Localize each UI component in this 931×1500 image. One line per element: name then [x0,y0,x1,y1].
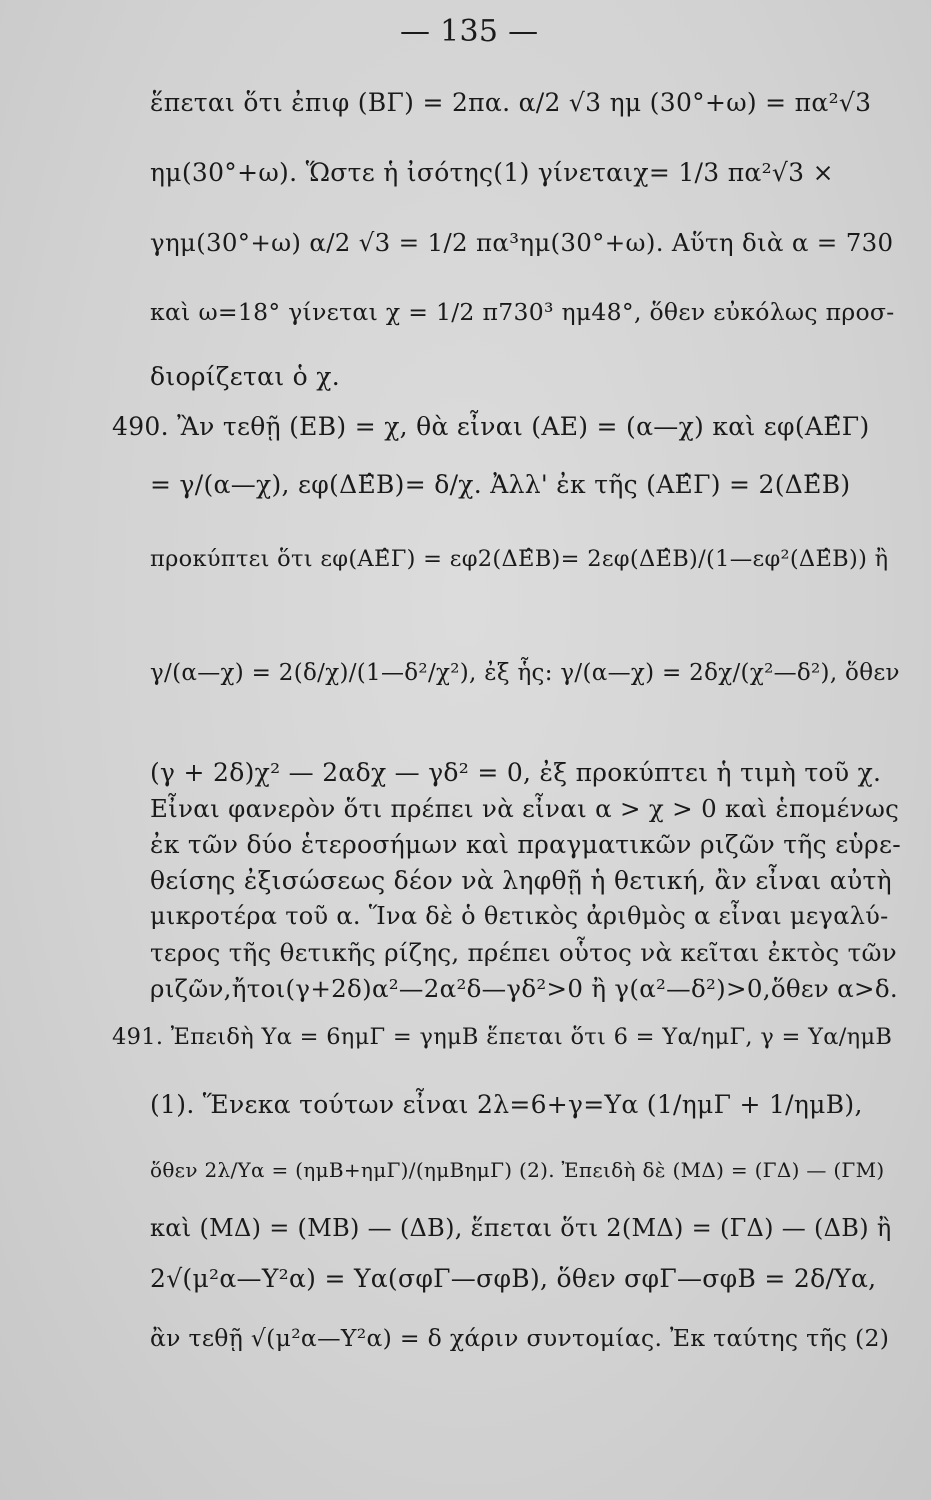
text-line-18: (1). Ἕνεκα τούτων εἶναι 2λ=6+γ=Υα (1/ημΓ + 1/ημΒ), [150,1090,863,1119]
text-line-19: ὅθεν 2λ/Υα = (ημΒ+ημΓ)/(ημΒημΓ) (2). Ἐπειδὴ δὲ (ΜΔ) = (ΓΔ) — (ΓΜ) [150,1158,885,1182]
text-line-17: 491. Ἐπειδὴ Υα = 6ημΓ = γημΒ ἕπεται ὅτι 6 = Υα/ημΓ, γ = Υα/ημΒ [112,1024,893,1050]
text-line-10: (γ + 2δ)χ² — 2αδχ — γδ² = 0, ἐξ προκύπτει ἡ τιμὴ τοῦ χ. [150,758,882,787]
page-number: — 135 — [400,14,539,49]
text-line-3: γημ(30°+ω) α/2 √3 = 1/2 πα³ημ(30°+ω). Αὕτη διὰ α = 730 [150,228,894,257]
text-line-22: ἂν τεθῇ √(μ²α—Υ²α) = δ χάριν συντομίας. Ἐκ ταύτης τῆς (2) [150,1324,890,1352]
text-line-11: Εἶναι φανερὸν ὅτι πρέπει νὰ εἶναι α > χ > 0 καὶ ἑπομένως [150,794,900,823]
text-line-16: ριζῶν,ἤτοι(γ+2δ)α²—2α²δ—γδ²>0 ἢ γ(α²—δ²)>0,ὅθεν α>δ. [150,974,899,1003]
text-line-14: μικροτέρα τοῦ α. Ἵνα δὲ ὁ θετικὸς ἀριθμὸς α εἶναι μεγαλύ- [150,902,889,930]
text-line-7: = γ/(α—χ), εφ(ΔΕ̂Β)= δ/χ. Ἀλλ' ἐκ τῆς (ΑΕ̂Γ) = 2(ΔΕ̂Β) [150,470,851,499]
text-line-6: 490. Ἂν τεθῇ (ΕΒ) = χ, θὰ εἶναι (ΑΕ) = (α—χ) καὶ εφ(ΑΕ̂Γ) [112,412,870,441]
text-line-4: καὶ ω=18° γίνεται χ = 1/2 π730³ ημ48°, ὅθεν εὐκόλως προσ- [150,298,895,326]
text-line-9: γ/(α—χ) = 2(δ/χ)/(1—δ²/χ²), ἐξ ἧς: γ/(α—χ) = 2δχ/(χ²—δ²), ὅθεν [150,660,900,686]
text-line-12: ἐκ τῶν δύο ἑτεροσήμων καὶ πραγματικῶν ριζῶν τῆς εὑρε- [150,830,901,859]
text-line-20: καὶ (ΜΔ) = (ΜΒ) — (ΔΒ), ἕπεται ὅτι 2(ΜΔ) = (ΓΔ) — (ΔΒ) ἢ [150,1214,892,1242]
text-line-15: τερος τῆς θετικῆς ρίζης, πρέπει οὗτος νὰ κεῖται ἐκτὸς τῶν [150,938,897,967]
text-line-2: ημ(30°+ω). Ὥστε ἡ ἰσότης(1) γίνεταιχ= 1/3 πα²√3 × [150,158,834,187]
text-line-5: διορίζεται ὁ χ. [150,362,340,391]
text-line-13: θείσης ἐξισώσεως δέον νὰ ληφθῇ ἡ θετική, ἂν εἶναι αὐτὴ [150,866,892,895]
text-line-8: προκύπτει ὅτι εφ(ΑΕ̂Γ) = εφ2(ΔΕ̂Β)= 2εφ(ΔΕ̂Β)/(1—εφ²(ΔΕ̂Β)) ἢ [150,546,889,572]
text-line-21: 2√(μ²α—Υ²α) = Υα(σφΓ—σφΒ), ὅθεν σφΓ—σφΒ = 2δ/Υα, [150,1264,877,1293]
text-line-1: ἕπεται ὅτι ἐπιφ (ΒΓ) = 2πα. α/2 √3 ημ (30°+ω) = πα²√3 [150,88,872,117]
